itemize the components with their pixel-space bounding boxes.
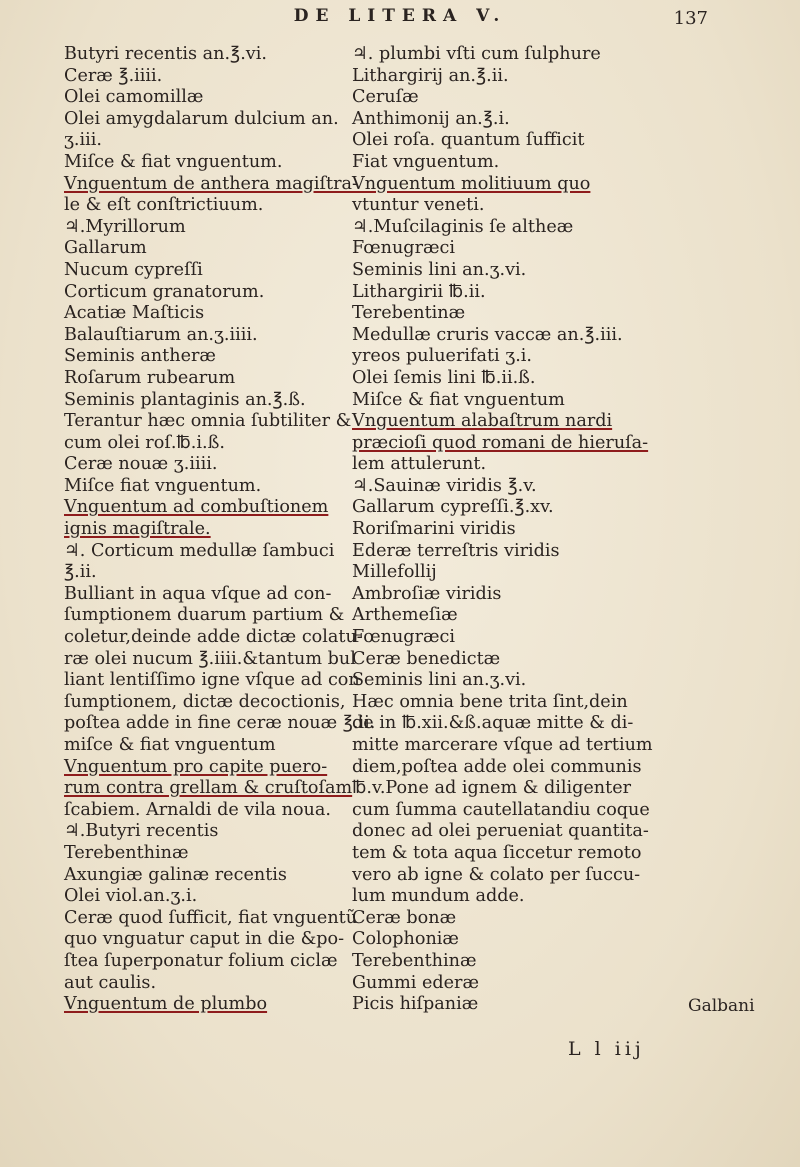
- text-line: Corticum granatorum.: [64, 281, 265, 302]
- text-line: ♃.Muſcilaginis ſe altheæ: [352, 216, 574, 237]
- text-line: Gallarum: [64, 238, 147, 259]
- text-line: donec ad olei perueniat quantita-: [352, 821, 649, 842]
- text-line: ʒ.iii.: [64, 130, 102, 151]
- text-line: Terebenthinæ: [64, 842, 189, 863]
- text-line: Olei viol.an.ʒ.i.: [64, 886, 198, 907]
- text-line: Ambroſiæ viridis: [352, 583, 502, 604]
- text-line: Acatiæ Maſticis: [64, 303, 205, 324]
- text-line: Roſarum rubearum: [64, 367, 236, 388]
- text-line: lum mundum adde.: [352, 886, 525, 907]
- recipe-heading: rum contra grellam & cruſtoſam: [64, 778, 353, 799]
- text-line: Medullæ cruris vaccæ an.℥.iii.: [352, 324, 623, 345]
- text-line: Olei roſa. quantum ſufficit: [352, 130, 585, 151]
- text-line: lem attulerunt.: [352, 454, 487, 475]
- text-line: Terebentinæ: [352, 303, 466, 324]
- recipe-heading: Vnguentum de plumbo: [64, 994, 268, 1015]
- text-line: Millefollij: [352, 562, 437, 583]
- text-line: Ceruſæ: [352, 87, 419, 108]
- text-line: ♃. plumbi vſti cum ſulphure: [352, 44, 601, 64]
- page-number: 137: [673, 8, 708, 29]
- text-line: Ceræ bonæ: [352, 907, 457, 928]
- text-line: Gummi ederæ: [352, 972, 480, 993]
- text-line: cum ſumma cautellatandiu coque: [352, 799, 650, 820]
- text-line: Anthimonij an.℥.i.: [352, 108, 510, 129]
- text-line: ſumptionem duarum partium &: [64, 605, 345, 626]
- text-line: Ceræ ℥.iiii.: [64, 65, 163, 86]
- text-line: Olei amygdalarum dulcium an.: [64, 108, 339, 129]
- text-line: ♃. Corticum medullæ ſambuci: [64, 540, 335, 561]
- text-line: Balauſtiarum an.ʒ.iiii.: [64, 324, 258, 345]
- text-line: Terantur hæc omnia ſubtiliter &: [64, 411, 352, 432]
- text-line: Fiat vnguentum.: [352, 151, 500, 172]
- text-line: Ceræ benedictæ: [352, 648, 501, 669]
- text-line: quo vnguatur caput in die &po-: [64, 929, 345, 950]
- right-column: [352, 44, 678, 1016]
- text-line: de in ℔.xii.&ß.aquæ mitte & di-: [352, 713, 634, 734]
- text-line: Gallarum cypreſſi.℥.xv.: [352, 497, 554, 518]
- text-line: Miſce & fiat vnguentum.: [64, 151, 283, 172]
- text-line: ſumptionem, dictæ decoctionis,: [64, 691, 346, 712]
- text-line: Roriſmarini viridis: [352, 519, 516, 540]
- text-line: ♃.Myrillorum: [64, 216, 186, 237]
- text-line: Seminis lini an.ʒ.vi.: [352, 670, 527, 691]
- text-line: Seminis antheræ: [64, 346, 216, 367]
- text-line: ſtea ſuperponatur folium ciclæ: [64, 950, 338, 971]
- text-line: Nucum cypreſſi: [64, 259, 203, 280]
- text-line: Ceræ quod ſufficit, fiat vnguentũ: [64, 907, 358, 928]
- recipe-heading: Vnguentum pro capite puero-: [64, 756, 328, 777]
- signature-mark: L l iij: [568, 1038, 645, 1060]
- text-line: Picis hiſpaniæ: [352, 994, 479, 1015]
- recipe-heading: ignis magiſtrale.: [64, 519, 211, 540]
- text-line: Fœnugræci: [352, 627, 455, 648]
- text-line: Lithargirii ℔.ii.: [352, 281, 486, 302]
- text-line: Hæc omnia bene trita ſint,dein: [352, 691, 628, 712]
- text-line: diem,poſtea adde olei communis: [352, 756, 642, 777]
- text-line: vero ab igne & colato per ſuccu-: [352, 864, 641, 885]
- text-line: yreos puluerifati ʒ.i.: [352, 346, 533, 367]
- text-line: Miſce & fiat vnguentum: [352, 389, 565, 410]
- recipe-heading: Vnguentum molitiuum quo: [352, 173, 591, 194]
- text-line: ℔.v.Pone ad ignem & diligenter: [352, 778, 632, 799]
- text-line: vtuntur veneti.: [352, 195, 485, 216]
- text-line: Olei camomillæ: [64, 87, 204, 108]
- left-column: [64, 44, 376, 1016]
- text-line: ♃.Butyri recentis: [64, 821, 219, 842]
- text-line: poſtea adde in fine ceræ nouæ ℥.ii.: [64, 713, 376, 734]
- recipe-heading: Vnguentum de anthera magiſtra-: [64, 173, 358, 194]
- running-head: [0, 4, 800, 34]
- text-line: liant lentiſſimo igne vſque ad con: [64, 670, 360, 691]
- text-line: ♃.Sauinæ viridis ℥.v.: [352, 475, 537, 496]
- text-line: ℥.ii.: [64, 562, 97, 583]
- text-line: Axungiæ galinæ recentis: [64, 864, 287, 885]
- text-line: Lithargirij an.℥.ii.: [352, 65, 509, 86]
- text-line: Colophoniæ: [352, 929, 459, 950]
- text-line: miſce & fiat vnguentum: [64, 735, 276, 755]
- text-line: Miſce fiat vnguentum.: [64, 475, 262, 496]
- text-line: le & eſt conſtrictiuum.: [64, 195, 264, 216]
- text-line: Arthemeſiæ: [352, 605, 458, 626]
- text-line: Butyri recentis an.℥.vi.: [64, 44, 267, 64]
- text-line: Olei ſemis lini ℔.ii.ß.: [352, 367, 536, 388]
- recipe-heading: Vnguentum alabaſtrum nardi: [352, 411, 613, 432]
- recipe-heading: præcioſi quod romani de hieruſa-: [352, 432, 649, 453]
- text-line: Seminis plantaginis an.℥.ß.: [64, 389, 306, 410]
- text-line: ſcabiem. Arnaldi de vila noua.: [64, 799, 331, 820]
- catchword: Galbani: [688, 996, 755, 1016]
- text-line: Fœnugræci: [352, 238, 455, 259]
- text-line: Terebenthinæ: [352, 950, 477, 971]
- running-title: DE LITERA V.: [293, 6, 507, 26]
- recipe-heading: Vnguentum ad combuſtionem: [64, 497, 329, 518]
- text-line: Bulliant in aqua vſque ad con-: [64, 583, 332, 604]
- text-line: tem & tota aqua ſiccetur remoto: [352, 842, 642, 863]
- text-line: ræ olei nucum ℥.iiii.&tantum bul: [64, 648, 356, 669]
- text-line: Seminis lini an.ʒ.vi.: [352, 259, 527, 280]
- text-line: aut caulis.: [64, 972, 157, 993]
- text-line: coletur,deinde adde dictæ colatu-: [64, 627, 363, 648]
- text-line: cum olei roſ.℔.i.ß.: [64, 432, 225, 453]
- text-line: Ceræ nouæ ʒ.iiii.: [64, 454, 218, 475]
- text-line: mitte marcerare vſque ad tertium: [352, 735, 653, 755]
- text-line: Ederæ terreſtris viridis: [352, 540, 560, 561]
